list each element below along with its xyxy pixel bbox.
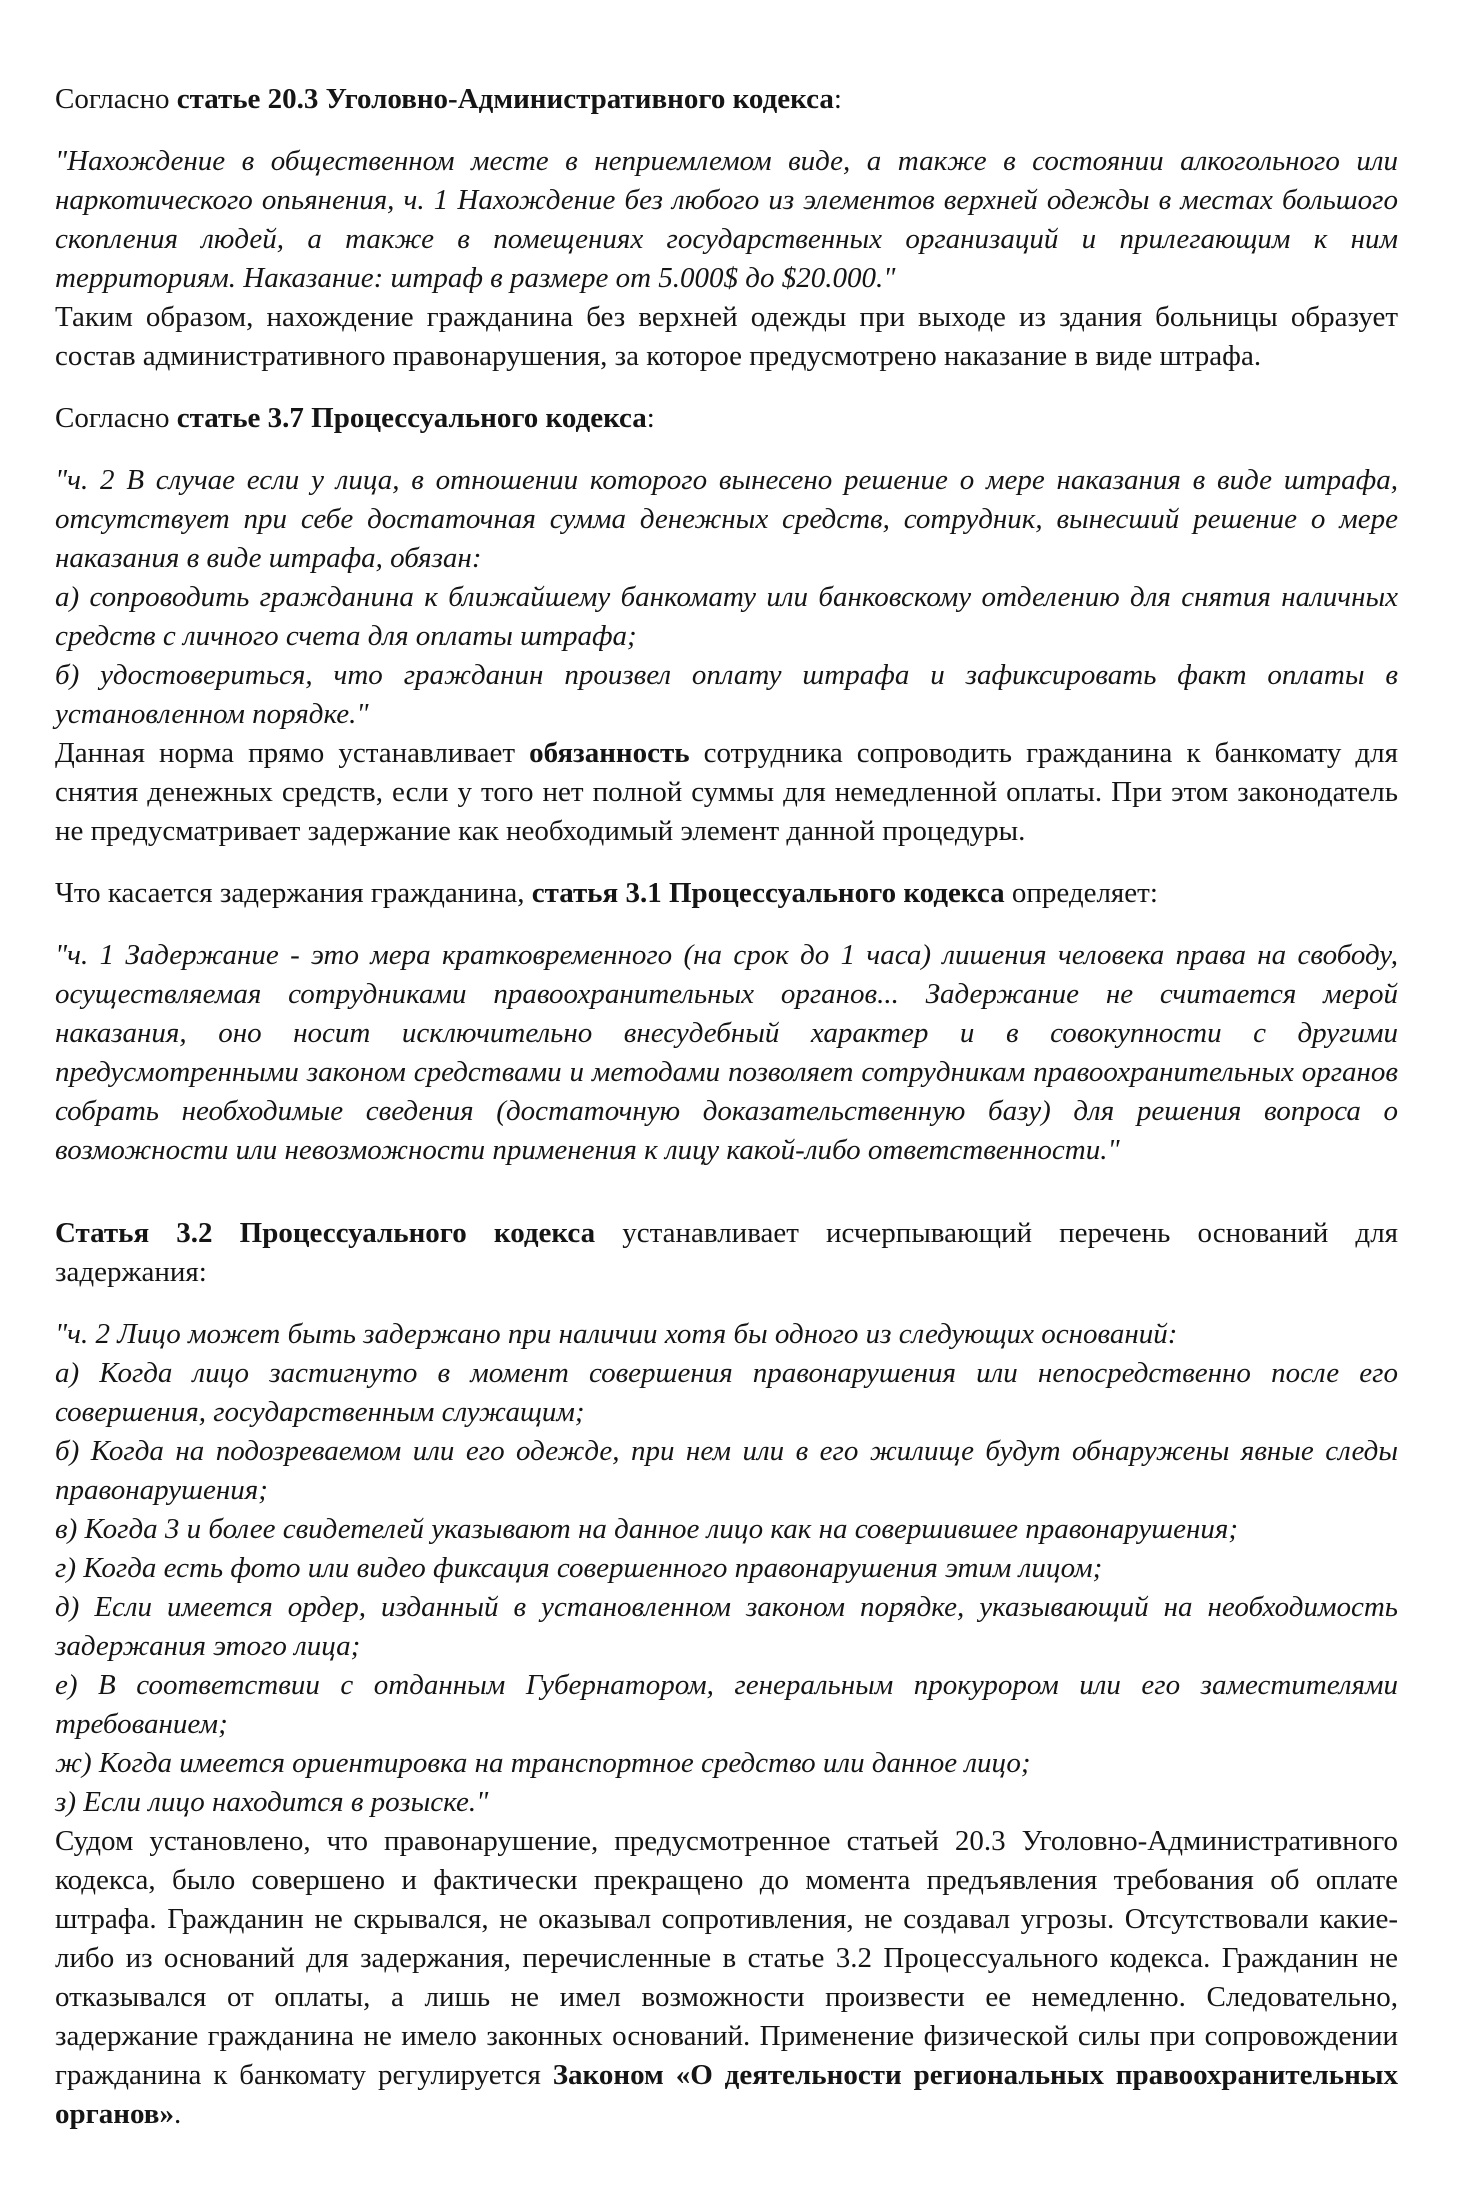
text-run: д) Если имеется ордер, изданный в установленном законом порядке, указывающий на необходимость задержания этого лица;	[55, 1591, 1398, 1662]
text-run: а) Когда лицо застигнуто в момент совершения правонарушения или непосредственно после его совершения, государственным служащим;	[55, 1357, 1398, 1428]
text-run: обязанность	[529, 737, 690, 769]
text-run: статье 3.7 Процессуального кодекса	[176, 402, 647, 434]
quote-article-3-1	[55, 936, 1398, 1170]
text-run: г) Когда есть фото или видео фиксация совершенного правонарушения этим лицом;	[55, 1552, 1103, 1584]
text-run: з) Если лицо находится в розыске."	[55, 1786, 489, 1818]
quote-article-3-2-item-a	[55, 1354, 1398, 1432]
text-run: .	[173, 2098, 182, 2130]
para-ref-article-3-7	[55, 399, 1398, 438]
text-run: б) Когда на подозреваемом или его одежде, при нем или в его жилище будут обнаружены явные следы правонарушения;	[55, 1435, 1398, 1506]
text-run: Таким образом, нахождение гражданина без верхней одежды при выходе из здания больницы образует состав административного правонарушения, за которое предусмотрено наказание в виде штрафа.	[55, 301, 1398, 372]
para-ref-article-3-2	[55, 1214, 1398, 1292]
quote-article-3-7-item-b	[55, 656, 1398, 734]
quote-article-3-2-item-v	[55, 1510, 1398, 1549]
text-run: "ч. 1 Задержание - это мера кратковременного (на срок до 1 часа) лишения человека права на свободу, осуществляемая сотрудниками правоохранительных органов... Задержание не считается мерой наказания, оно носит исключительно внесудебный характер и в совокупности с другими предусмотренными законом средствами и методами позволяет сотрудникам правоохранительных органов собрать необходимые сведения (достаточную доказательственную базу) для решения вопроса о возможности или невозможности применения к лицу какой-либо ответственности."	[55, 939, 1398, 1166]
text-run: "ч. 2 Лицо может быть задержано при наличии хотя бы одного из следующих оснований:	[55, 1318, 1178, 1350]
text-run: "Нахождение в общественном месте в неприемлемом виде, а также в состоянии алкогольного или наркотического опьянения, ч. 1 Нахождение без любого из элементов верхней одежды в местах большого скопления людей, а также в помещениях государственных организаций и прилегающим к ним территориям. Наказание: штраф в размере от 5.000$ до $20.000."	[55, 145, 1398, 294]
quote-article-20-3	[55, 142, 1398, 298]
quote-article-3-2-item-e	[55, 1666, 1398, 1744]
quote-article-3-7-part2	[55, 461, 1398, 578]
text-run: статье 20.3 Уголовно-Административного кодекса	[176, 83, 834, 115]
text-run: Данная норма прямо устанавливает	[55, 737, 530, 769]
quote-article-3-2-item-z	[55, 1783, 1398, 1822]
quote-article-3-2-item-zh	[55, 1744, 1398, 1783]
quote-article-3-7-item-a	[55, 578, 1398, 656]
para-ref-article-3-1	[55, 874, 1398, 913]
text-run: а) сопроводить гражданина к ближайшему банкомату или банковскому отделению для снятия наличных средств с личного счета для оплаты штрафа;	[55, 581, 1398, 652]
text-run: Судом установлено, что правонарушение, предусмотренное статьей 20.3 Уголовно-Административного кодекса, было совершено и фактически прекращено до момента предъявления требования об оплате штрафа. Гражданин не скрывался, не оказывал сопротивления, не создавал угрозы. Отсутствовали какие-либо из оснований для задержания, перечисленные в статье 3.2 Процессуального кодекса. Гражданин не отказывался от оплаты, а лишь не имел возможности произвести ее немедленно. Следовательно, задержание гражданина не имело законных оснований. Применение физической силы при сопровождении гражданина к банкомату регулируется	[55, 1825, 1398, 2091]
quote-article-3-2-intro	[55, 1315, 1398, 1354]
text-run: "ч. 2 В случае если у лица, в отношении которого вынесено решение о мере наказания в виде штрафа, отсутствует при себе достаточная сумма денежных средств, сотрудник, вынесший решение о мере наказания в виде штрафа, обязан:	[55, 464, 1398, 574]
para-ref-article-20-3	[55, 80, 1398, 119]
text-run: Согласно	[55, 83, 177, 115]
text-run: определяет:	[1004, 877, 1158, 909]
text-run: ж) Когда имеется ориентировка на транспортное средство или данное лицо;	[55, 1747, 1031, 1779]
text-run: статья 3.1 Процессуального кодекса	[531, 877, 1005, 909]
para-conclusion-offense	[55, 298, 1398, 376]
quote-article-3-2-item-b	[55, 1432, 1398, 1510]
para-duty-explanation	[55, 734, 1398, 851]
text-run: е) В соответствии с отданным Губернатором, генеральным прокурором или его заместителями требованием;	[55, 1669, 1398, 1740]
text-run: б) удостовериться, что гражданин произвел оплату штрафа и зафиксировать факт оплаты в установленном порядке."	[55, 659, 1398, 730]
text-run: Что касается задержания гражданина,	[55, 877, 532, 909]
text-run: в) Когда 3 и более свидетелей указывают на данное лицо как на совершившее правонарушения;	[55, 1513, 1239, 1545]
para-court-conclusion	[55, 1822, 1398, 2134]
text-run: :	[833, 83, 842, 115]
text-run: устанавливает исчерпывающий перечень оснований для задержания:	[55, 1217, 1399, 1288]
quote-article-3-2-item-d	[55, 1588, 1398, 1666]
text-run: Законом «О деятельности региональных правоохранительных органов»	[55, 2059, 1398, 2130]
text-run: Согласно	[55, 402, 177, 434]
text-run: Статья 3.2 Процессуального кодекса	[55, 1217, 596, 1249]
text-run: :	[646, 402, 655, 434]
text-run: сотрудника сопроводить гражданина к банкомату для снятия денежных средств, если у того нет полной суммы для немедленной оплаты. При этом законодатель не предусматривает задержание как необходимый элемент данной процедуры.	[55, 737, 1398, 847]
quote-article-3-2-item-g	[55, 1549, 1398, 1588]
